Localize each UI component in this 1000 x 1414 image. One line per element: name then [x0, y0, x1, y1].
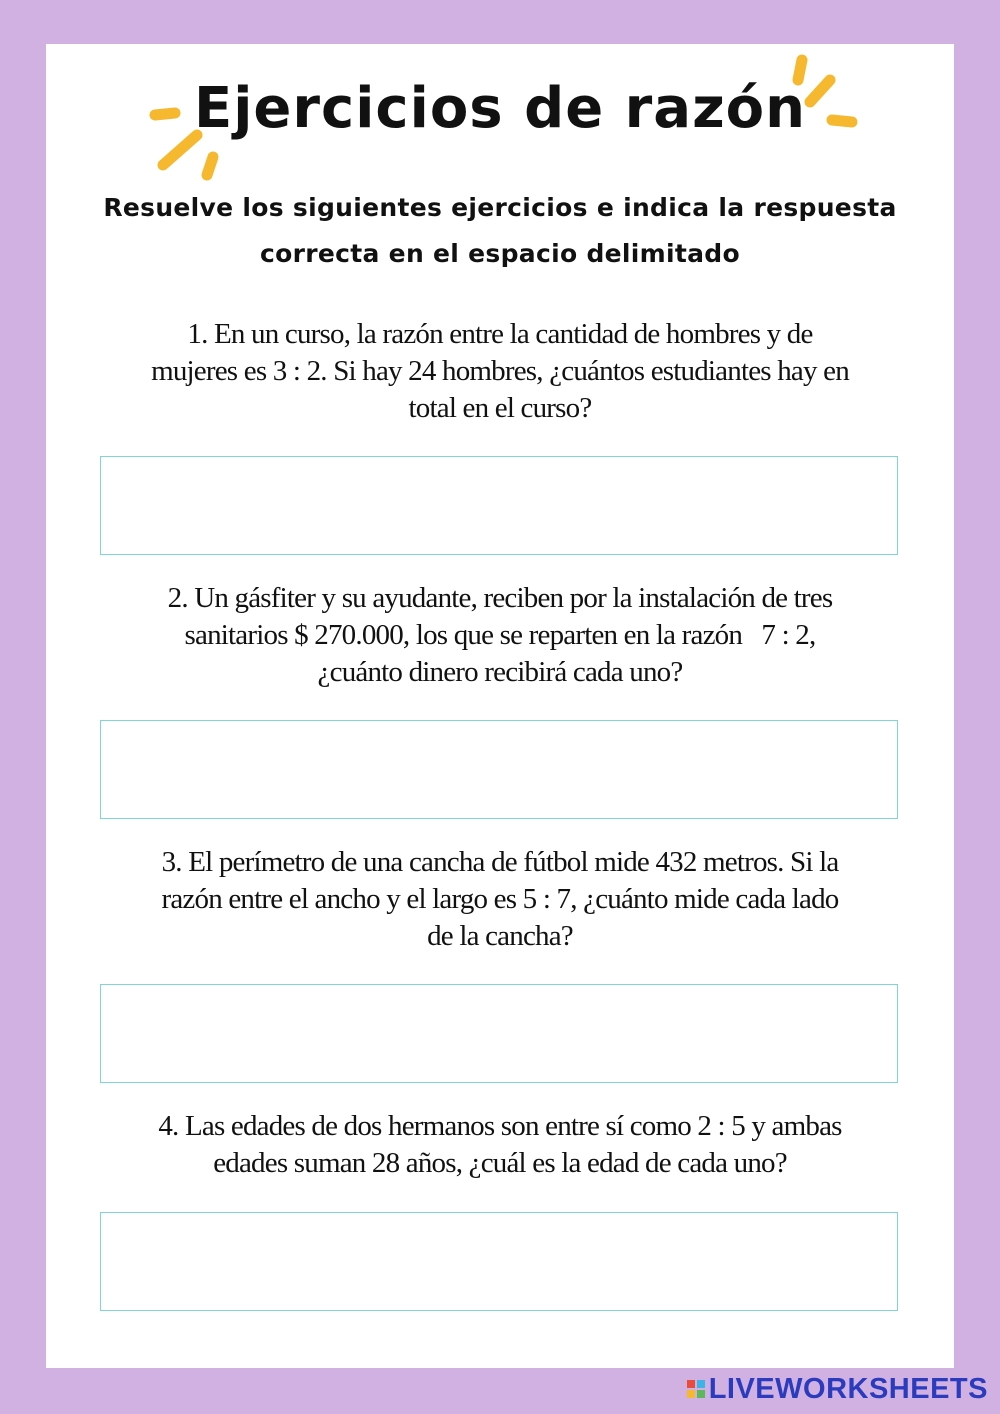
question-2 [90, 580, 910, 691]
instructions [60, 185, 940, 277]
brand-name: LIVEWORKSHEETS [708, 1372, 988, 1405]
question-1-line-2: mujeres es 3 : 2. Si hay 24 hombres, ¿cuántos estudiantes hay en [151, 355, 849, 387]
question-2-line-1: 2. Un gásfiter y su ayudante, reciben por la instalación de tres [167, 582, 833, 614]
question-1 [90, 316, 910, 427]
answer-box-1[interactable] [100, 456, 898, 555]
logo-square-3 [687, 1390, 695, 1398]
logo-square-4 [697, 1390, 705, 1398]
title-wrap [0, 76, 1000, 141]
answer-box-2[interactable] [100, 720, 898, 819]
instructions-line-1: Resuelve los siguientes ejercicios e indica la respuesta [103, 193, 897, 222]
left-sparkle-ray-3 [207, 157, 213, 175]
question-4 [90, 1108, 910, 1182]
question-3 [90, 844, 910, 955]
footer-brand [687, 1372, 988, 1406]
question-3-line-3: de la cancha? [427, 920, 573, 952]
instructions-line-2: correcta en el espacio delimitado [260, 239, 740, 268]
question-3-line-2: razón entre el ancho y el largo es 5 : 7, ¿cuánto mide cada lado [161, 883, 839, 915]
question-4-line-1: 4. Las edades de dos hermanos son entre sí como 2 : 5 y ambas [158, 1110, 842, 1142]
question-2-line-3: ¿cuánto dinero recibirá cada uno? [317, 656, 683, 688]
page-title: Ejercicios de razón [193, 76, 807, 141]
question-2-line-2: sanitarios $ 270.000, los que se reparten en la razón 7 : 2, [184, 619, 816, 651]
question-1-line-3: total en el curso? [408, 392, 592, 424]
answer-box-4[interactable] [100, 1212, 898, 1311]
question-1-line-1: 1. En un curso, la razón entre la cantidad de hombres y de [187, 318, 813, 350]
question-4-line-2: edades suman 28 años, ¿cuál es la edad de cada uno? [213, 1147, 787, 1179]
logo-square-2 [697, 1380, 705, 1388]
answer-box-3[interactable] [100, 984, 898, 1083]
liveworksheets-logo-icon [687, 1380, 705, 1398]
logo-square-1 [687, 1380, 695, 1388]
question-3-line-1: 3. El perímetro de una cancha de fútbol mide 432 metros. Si la [161, 846, 839, 878]
